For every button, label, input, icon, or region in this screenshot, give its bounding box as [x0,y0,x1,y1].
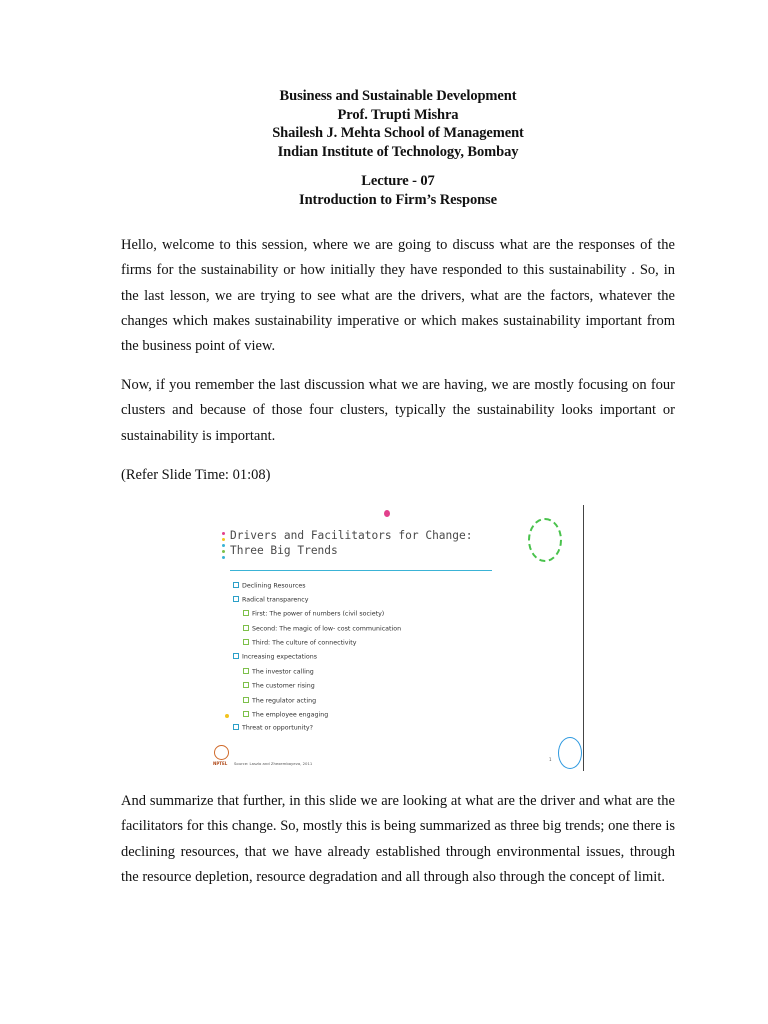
decorative-dot [225,714,229,718]
slide-bullet-text: Radical transparency [242,596,309,604]
slide-bullet-item [243,711,328,720]
decorative-dashed-circle [528,518,562,562]
slide-bullet-text: The investor calling [252,668,314,676]
decorative-dot [222,556,225,559]
slide-bullet-item [233,724,313,733]
slide-bullet-text: Threat or opportunity? [242,724,313,732]
lecture-title: Introduction to Firm’s Response [299,191,497,208]
bullet-square-icon [233,596,239,602]
paragraph-intro: Hello, welcome to this session, where we are going to discuss what are the responses of the firms for the sustainability or how initially they have responded to this sustainability . So, in the last lesson, we are trying to see what are the drivers, what are the factors, whatever the changes which makes sustainability imperative or which makes sustainability important from the business point of view. [121,237,675,355]
slide-image [210,503,584,771]
nptel-logo-icon [214,745,229,760]
slide-bullet-text: First: The power of numbers (civil society) [252,610,385,618]
slide-bullet-item [243,639,356,648]
professor-name: Prof. Trupti Mishra [337,106,459,123]
title-underline [230,570,492,571]
bullet-square-icon [243,668,249,674]
slide-bullet-text: The customer rising [252,682,315,690]
lecture-number: Lecture - 07 [361,173,435,190]
bullet-square-icon [243,697,249,703]
slide-bullet-item [243,682,315,691]
decorative-dot [222,550,225,553]
slide-bullet-item [233,653,317,662]
decorative-dot [222,538,225,541]
paragraph-clusters: Now, if you remember the last discussion what we are having, we are mostly focusing on four clusters and because of those four clusters, typically the sustainability looks important or sustainability is important. [121,377,675,444]
slide-bullet-item [243,697,316,706]
slide-bullet-text: Declining Resources [242,582,306,590]
document-header [0,87,768,210]
slide-bullet-text: The regulator acting [252,697,317,705]
bullet-square-icon [243,682,249,688]
slide-bullet-text: Second: The magic of low- cost communication [252,625,402,633]
bullet-square-icon [243,610,249,616]
slide-time-reference: (Refer Slide Time: 01:08) [121,467,271,483]
slide-bullet-item [243,610,384,619]
logo-text: NPTEL [213,761,228,766]
school-name: Shailesh J. Mehta School of Management [272,125,524,142]
bullet-square-icon [233,653,239,659]
slide-source: Source: Laszlo and Zhexembayeva, 2011 [234,761,313,766]
slide-title: Drivers and Facilitators for Change: Three Big Trends [230,529,473,557]
paragraph-summary: And summarize that further, in this slide we are looking at what are the driver and what are the facilitators for this change. So, mostly this is being summarized as three big trends; one there is declining resources, that we have already established through environmental issues, through the resource depletion, resource degradation and all through also through the concept of limit. [121,793,675,885]
slide-bullet-item [233,582,306,591]
slide-edge-divider [583,505,584,771]
bullet-square-icon [233,582,239,588]
bullet-square-icon [243,639,249,645]
bullet-square-icon [233,724,239,730]
slide-page-number: 1 [549,757,552,762]
decorative-dot [222,532,225,535]
decorative-circle [558,737,582,769]
slide-bullet-text: The employee engaging [252,711,329,719]
decorative-dot [384,510,390,517]
course-title: Business and Sustainable Development [279,88,517,104]
slide-bullet-item [243,625,401,634]
decorative-dot [222,544,225,547]
slide-bullet-item [233,596,308,605]
slide-bullet-item [243,668,314,677]
slide-bullet-text: Increasing expectations [242,653,318,661]
bullet-square-icon [243,711,249,717]
institute-name: Indian Institute of Technology, Bombay [277,143,519,160]
bullet-square-icon [243,625,249,631]
slide-bullet-text: Third: The culture of connectivity [252,639,357,647]
